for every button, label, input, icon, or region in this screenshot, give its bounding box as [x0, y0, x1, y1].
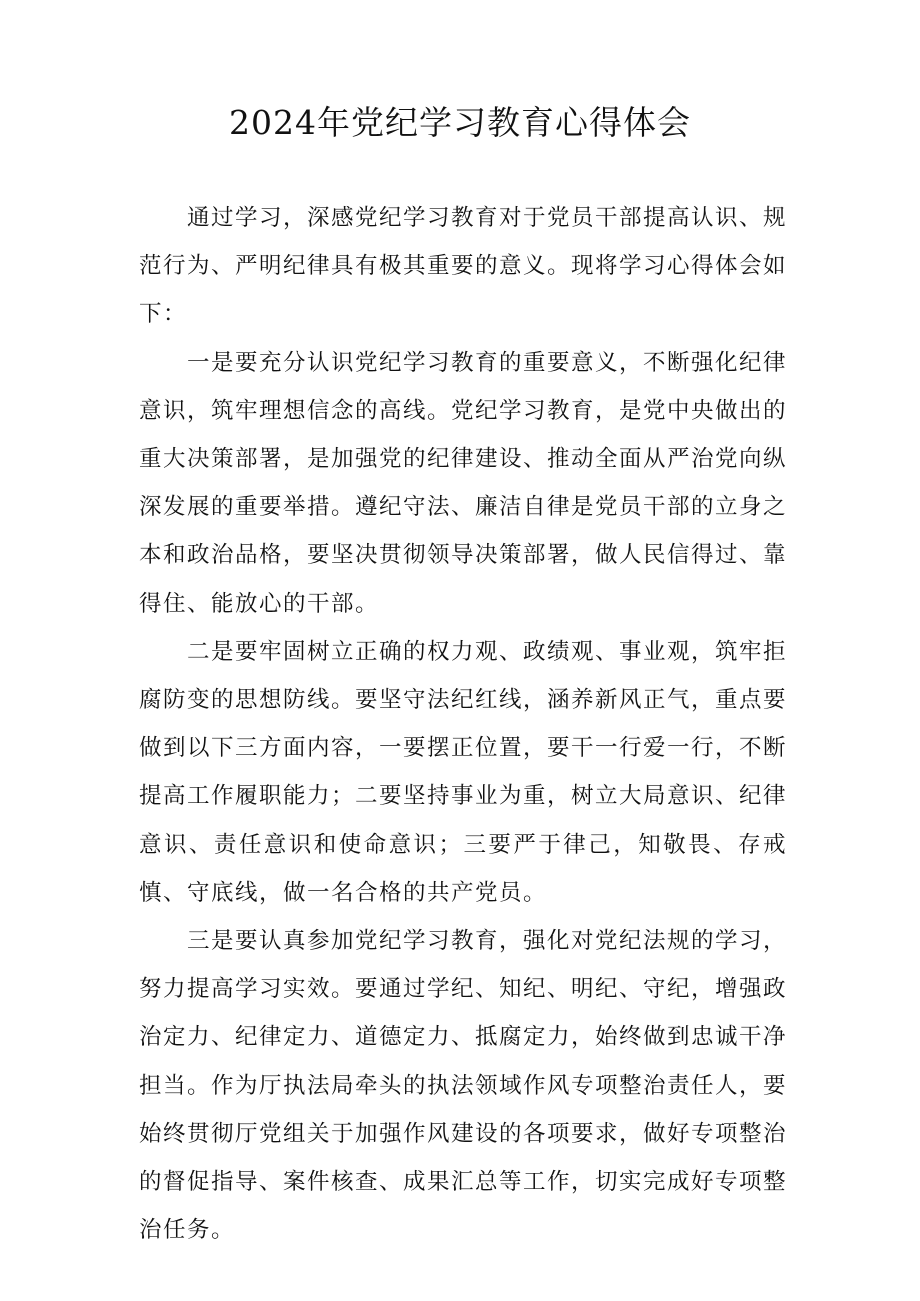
paragraph-intro: 通过学习，深感党纪学习教育对于党员干部提高认识、规范行为、严明纪律具有极其重要的意义。现将学习心得体会如下： — [139, 205, 788, 328]
paragraph-point-three: 三是要认真参加党纪学习教育，强化对党纪法规的学习，努力提高学习实效。要通过学纪、知纪、明纪、守纪，增强政治定力、纪律定力、道德定力、抵腐定力，始终做到忠诚干净担当。作为厅执法局牵头的执法领域作风专项整治责任人，要始终贯彻厅党组关于加强作风建设的各项要求，做好专项整治的督促指导、案件核查、成果汇总等工作，切实完成好专项整治任务。 — [139, 928, 788, 1244]
paragraph-point-one: 一是要充分认识党纪学习教育的重要意义，不断强化纪律意识，筑牢理想信念的高线。党纪学习教育，是党中央做出的重大决策部署，是加强党的纪律建设、推动全面从严治党向纵深发展的重要举措。遵纪守法、廉洁自律是党员干部的立身之本和政治品格，要坚决贯彻领导决策部署，做人民信得过、靠得住、能放心的干部。 — [139, 349, 788, 617]
paragraph-point-two: 二是要牢固树立正确的权力观、政绩观、事业观，筑牢拒腐防变的思想防线。要坚守法纪红线，涵养新风正气，重点要做到以下三方面内容，一要摆正位置，要干一行爱一行，不断提高工作履职能力；二要坚持事业为重，树立大局意识、纪律意识、责任意识和使命意识；三要严于律己，知敬畏、存戒慎、守底线，做一名合格的共产党员。 — [139, 638, 788, 906]
document-body — [139, 194, 787, 1254]
document-title: 2024年党纪学习教育心得体会 — [229, 103, 691, 142]
